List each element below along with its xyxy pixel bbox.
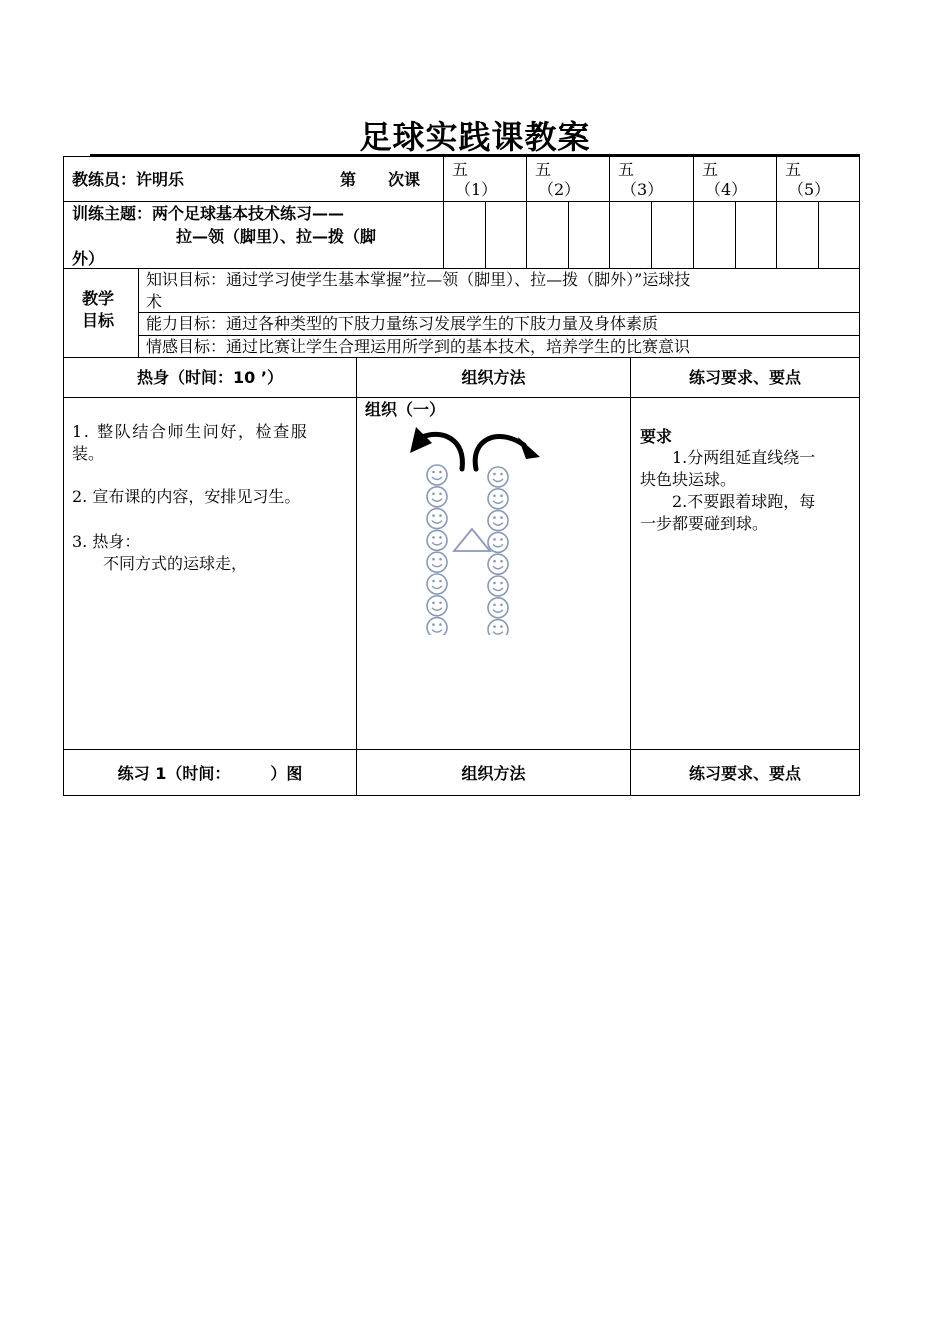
player-smiley-icon bbox=[488, 620, 508, 635]
attendance-cell bbox=[526, 201, 569, 269]
lesson-label: 第 次课 bbox=[340, 170, 421, 189]
attendance-cell bbox=[651, 201, 694, 269]
warmup-requirements-header: 练习要求、要点 bbox=[688, 368, 801, 387]
attendance-cell bbox=[776, 201, 819, 269]
player-smiley-icon bbox=[427, 487, 447, 507]
coach-label: 教练员：许明乐 bbox=[72, 170, 185, 189]
warmup-item-3: 3. 热身： bbox=[72, 532, 141, 551]
emotion-objective: 情感目标：通过比赛让学生合理运用所学到的基本技术，培养学生的比赛意识 bbox=[146, 337, 691, 356]
player-smiley-icon bbox=[488, 554, 508, 574]
attendance-cell bbox=[485, 201, 527, 269]
player-smiley-icon bbox=[488, 598, 508, 618]
ability-objective: 能力目标：通过各种类型的下肢力量练习发展学生的下肢力量及身体素质 bbox=[146, 314, 659, 333]
warmup-method-header: 组织方法 bbox=[461, 368, 526, 387]
class-num-1: （1） bbox=[455, 180, 498, 199]
objectives-label-2: 目标 bbox=[82, 311, 115, 330]
warmup-item-1-line-2: 装。 bbox=[72, 444, 105, 463]
organization-diagram bbox=[400, 425, 550, 635]
player-smiley-icon bbox=[488, 489, 508, 509]
cone-triangle-icon bbox=[454, 529, 490, 551]
practice1-time-header: 练习 1（时间： ）图 bbox=[117, 764, 303, 783]
player-smiley-icon bbox=[427, 530, 447, 550]
attendance-cell bbox=[568, 201, 610, 269]
class-grade-4: 五 bbox=[702, 160, 719, 179]
attendance-cell bbox=[693, 201, 736, 269]
player-smiley-icon bbox=[427, 574, 447, 594]
requirement-1-line-1: 1.分两组延直线绕一 bbox=[672, 448, 816, 467]
left-arrow-head-icon bbox=[410, 427, 432, 453]
class-num-2: （2） bbox=[538, 180, 581, 199]
class-num-3: （3） bbox=[621, 180, 664, 199]
player-smiley-icon bbox=[488, 511, 508, 531]
attendance-cell bbox=[735, 201, 777, 269]
player-smiley-icon bbox=[427, 509, 447, 529]
class-grade-2: 五 bbox=[535, 160, 552, 179]
warmup-item-3-sub: 不同方式的运球走， bbox=[103, 554, 248, 573]
right-curve-arrow-icon bbox=[475, 437, 524, 469]
warmup-time-header: 热身（时间：10 ’） bbox=[137, 368, 283, 387]
knowledge-objective-line-2: 术 bbox=[146, 292, 163, 311]
right-arrow-head-icon bbox=[518, 437, 540, 459]
class-num-5: （5） bbox=[788, 180, 831, 199]
player-smiley-icon bbox=[427, 465, 447, 485]
player-smiley-icon bbox=[427, 596, 447, 616]
practice1-method-header: 组织方法 bbox=[461, 764, 526, 783]
attendance-cell bbox=[609, 201, 652, 269]
player-smiley-icon bbox=[488, 576, 508, 596]
player-smiley-icon bbox=[427, 552, 447, 572]
player-smiley-icon bbox=[488, 532, 508, 552]
theme-line-2: 拉—领（脚里）、拉—拨（脚 bbox=[176, 227, 377, 246]
attendance-cell bbox=[818, 201, 860, 269]
player-smiley-icon bbox=[427, 618, 447, 635]
class-grade-1: 五 bbox=[452, 160, 469, 179]
theme-line-1: 训练主题：两个足球基本技术练习—— bbox=[72, 204, 345, 223]
requirements-title: 要求 bbox=[640, 427, 673, 446]
objectives-label-1: 教学 bbox=[82, 289, 115, 308]
class-grade-3: 五 bbox=[618, 160, 635, 179]
class-grade-5: 五 bbox=[785, 160, 802, 179]
warmup-item-2: 2. 宣布课的内容，安排见习生。 bbox=[72, 487, 301, 506]
theme-line-3: 外） bbox=[72, 249, 105, 268]
warmup-item-1-line-1: 1. 整队结合师生问好，检查服 bbox=[72, 422, 309, 441]
player-smiley-icon bbox=[488, 467, 508, 487]
requirement-2-line-1: 2.不要跟着球跑，每 bbox=[672, 492, 816, 511]
attendance-cell bbox=[443, 201, 486, 269]
requirement-2-line-2: 一步都要碰到球。 bbox=[640, 514, 769, 533]
practice1-requirements-header: 练习要求、要点 bbox=[688, 764, 801, 783]
organization-title: 组织（一） bbox=[365, 400, 446, 419]
class-num-4: （4） bbox=[705, 180, 748, 199]
requirement-1-line-2: 块色块运球。 bbox=[640, 470, 737, 489]
page-title: 足球实践课教案 bbox=[359, 118, 591, 156]
knowledge-objective-line-1: 知识目标：通过学习使学生基本掌握”拉—领（脚里）、拉—拨（脚外）”运球技 bbox=[146, 270, 691, 289]
